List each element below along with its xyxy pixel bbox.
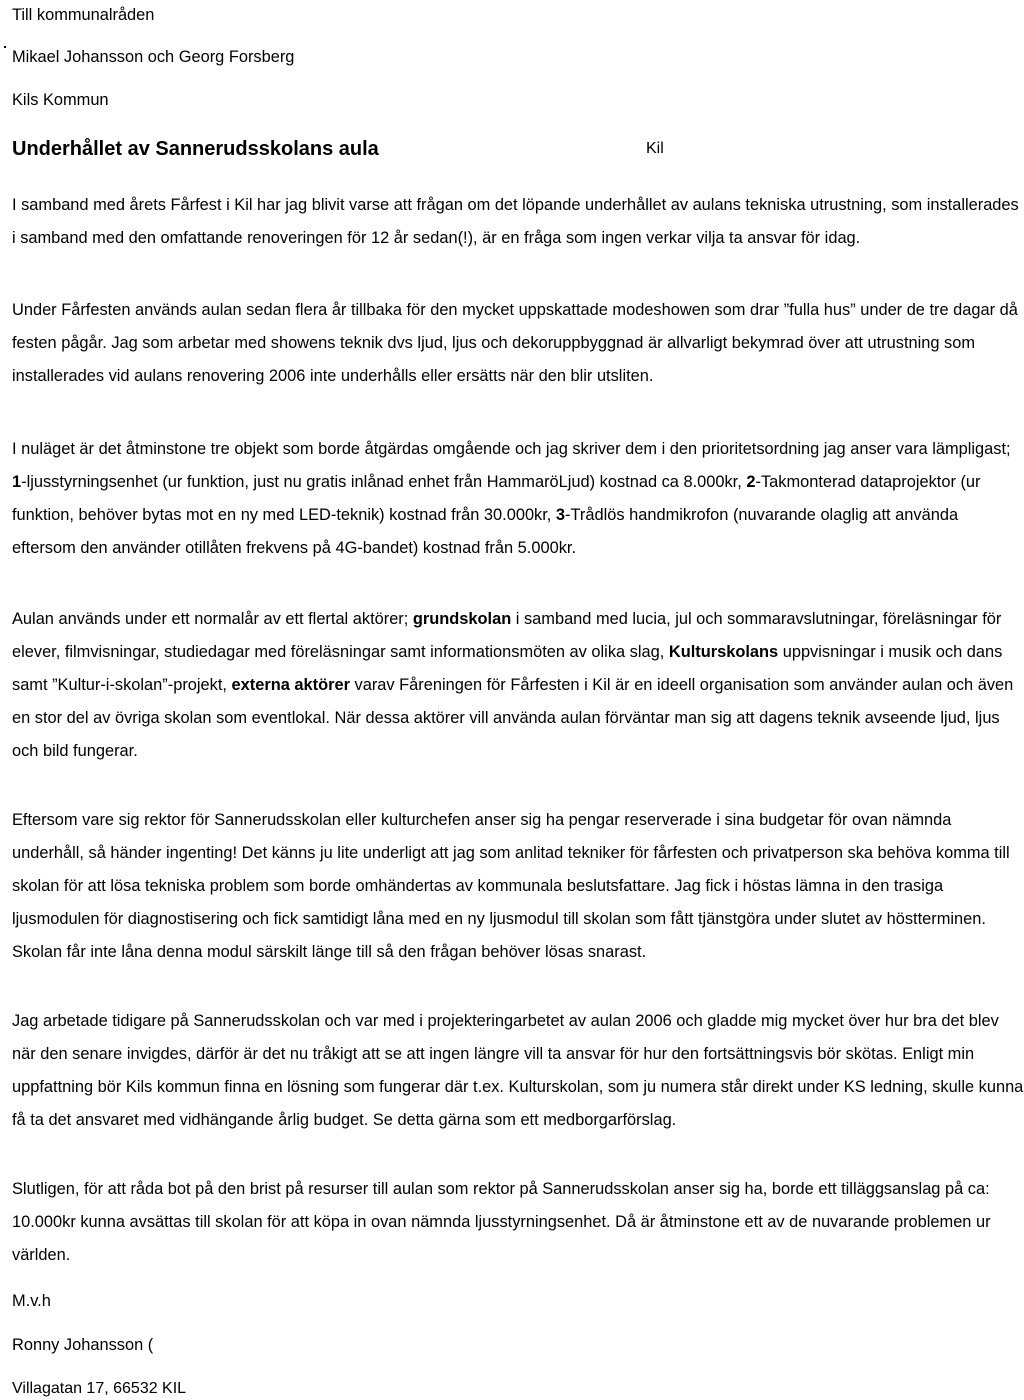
- paragraph-1: I samband med årets Fårfest i Kil har jag blivit varse att frågan om det löpande underhållet av aulans tekniska utrustning, som installerades i samband med den omfattande renoveringen för 12 år sedan(!), är en fråga som ingen verkar vilja ta ansvar för idag.: [12, 196, 1019, 247]
- municipality-line: Kils Kommun: [12, 91, 109, 109]
- p3-number-3: 3: [555, 506, 566, 524]
- p4-text-b: i samband med lucia, jul och sommaravslutningar, föreläsningar för elever, filmvisningar, studiedagar med föreläsningar samt informationsmöten av olika slag,: [12, 610, 1002, 661]
- paragraph-7: Slutligen, för att råda bot på den brist på resurser till aulan som rektor på Sannerudsskolan anser sig ha, borde ett tilläggsanslag på ca: 10.000kr kunna avsättas till skolan för att köpa in ovan nämnda ljusstyrningsenhet. Då är åtminstone ett av de nuvarande problemen ur världen.: [12, 1180, 991, 1264]
- recipient-line: Till kommunalråden: [12, 6, 155, 24]
- paragraph-2: Under Fårfesten används aulan sedan flera år tillbaka för den mycket uppskattade modeshowen som drar ”fulla hus” under de tre dagar då festen pågår. Jag som arbetar med showens teknik dvs ljud, ljus och dekoruppbyggnad är allvarligt bekymrad över att utrustning som installerades vid aulans renovering 2006 inte underhålls eller ersätts när den blir utsliten.: [12, 301, 1018, 385]
- p3-text-d: -Trådlös handmikrofon (nuvarande olaglig att använda eftersom den använder otillåten frekvens på 4G-bandet) kostnad från 5.000kr.: [12, 506, 959, 557]
- paragraph-4: [12, 603, 1024, 768]
- signer-name: Ronny Johansson (: [12, 1336, 154, 1354]
- p4-text-a: Aulan används under ett normalår av ett flertal aktörer;: [12, 610, 413, 628]
- recipient-names: Mikael Johansson och Georg Forsberg: [12, 48, 295, 66]
- p4-bold-grundskolan: grundskolan: [412, 610, 512, 628]
- p3-text-c: -Takmonterad dataprojektor (ur funktion, behöver bytas mot en ny med LED-teknik) kostnad från 30.000kr,: [12, 473, 981, 524]
- p4-text-d: varav Fåreningen för Fårfesten i Kil är en ideell organisation som använder aulan och även en stor del av övriga skolan som eventlokal. När dessa aktörer vill använda aulan förväntar man sig att dagens teknik avseende ljud, ljus och bild fungerar.: [12, 676, 1014, 760]
- p3-number-2: 2: [746, 473, 756, 491]
- paragraph-5: Eftersom vare sig rektor för Sannerudsskolan eller kulturchefen anser sig ha pengar reserverade i sina budgetar för ovan nämnda underhåll, så händer ingenting! Det känns ju lite underligt att jag som anlitad tekniker för fårfesten och privatperson ska behöva komma till skolan för att lösa tekniska problem som borde omhändertas av kommunala beslutsfattare. Jag fick i höstas lämna in den trasiga ljusmodulen för diagnostisering och fick samtidigt låna med en ny ljusmodul till skolan som fått tjänstgöra under slutet av höstterminen. Skolan får inte låna denna modul särskilt länge till så den frågan behöver lösas snarast.: [12, 811, 1010, 961]
- paragraph-6: Jag arbetade tidigare på Sannerudsskolan och var med i projekteringarbetet av aulan 2006 och gladde mig mycket över hur bra det blev när den senare invigdes, därför är det nu tråkigt att se att ingen längre vill ta ansvar för hur den fortsättningsvis bör skötas. Enligt min uppfattning bör Kils kommun finna en lösning som fungerar där t.ex. Kulturskolan, som ju numera står direkt under KS ledning, skulle kunna få ta det ansvaret med vidhängande årlig budget. Se detta gärna som ett medborgarförslag.: [12, 1012, 1024, 1129]
- p4-bold-kulturskolans: Kulturskolans: [668, 643, 779, 661]
- p3-text-b: -ljusstyrningsenhet (ur funktion, just nu gratis inlånad enhet från HammaröLjud) kostnad ca 8.000kr,: [21, 473, 747, 491]
- paragraph-3: [12, 433, 1024, 565]
- p4-text-c: uppvisningar i musik och dans samt ”Kultur-i-skolan”-projekt,: [12, 643, 1003, 694]
- p3-number-1: 1: [12, 473, 22, 491]
- closing-greeting: M.v.h: [12, 1292, 51, 1310]
- p3-text-a: I nuläget är det åtminstone tre objekt som borde åtgärdas omgående och jag skriver dem i den prioritetsordning jag anser vara lämpligast;: [12, 440, 1011, 458]
- letter-subject: Underhållet av Sannerudsskolans aula: [12, 138, 379, 160]
- p4-bold-externa: externa aktörer: [231, 676, 350, 694]
- signer-address: Villagatan 17, 66532 KIL: [12, 1380, 187, 1397]
- place-label: Kil: [646, 140, 664, 157]
- scan-mark: [4, 46, 6, 48]
